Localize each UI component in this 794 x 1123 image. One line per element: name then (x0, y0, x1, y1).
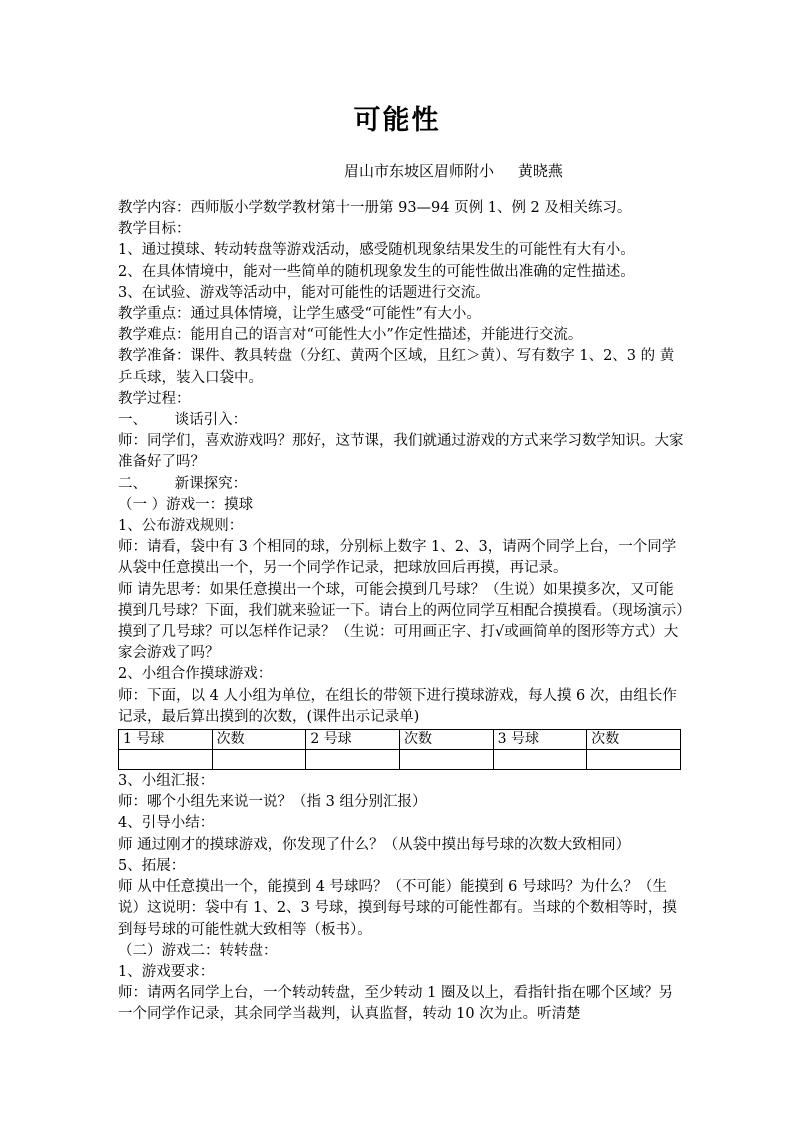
section-2-heading: 二、 新课探究： (118, 475, 248, 492)
teaching-content: 教学内容：西师版小学数学教材第十一册第 93—94 页例 1、例 2 及相关练习。 (118, 200, 632, 216)
table-cell: 1 号球 (119, 730, 213, 750)
table-cell (306, 750, 400, 770)
section-1-heading: 一、 谈话引入： (118, 412, 248, 429)
step-1-heading: 1、公布游戏规则： (118, 518, 244, 535)
table-cell (493, 750, 587, 770)
group-paragraph: 师：下面，以 4 人小组为单位，在组长的带领下进行摸球游戏，每人摸 6 次，由组长作记录，最后算出摸到的次数，(课件出示记录单) (118, 687, 677, 725)
record-table (118, 729, 681, 770)
objective-1: 1、通过摸球、转动转盘等游戏活动，感受随机现象结果发生的可能性有大有小。 (118, 242, 635, 259)
table-cell: 3 号球 (493, 730, 587, 750)
report-paragraph: 师：哪个小组先来说一说？（指 3 组分别汇报） (118, 794, 427, 811)
process-heading: 教学过程： (118, 390, 191, 407)
table-cell: 次数 (587, 730, 681, 750)
document-body (118, 198, 684, 1026)
objective-3: 3、在试验、游戏等活动中，能对可能性的话题进行交流。 (118, 284, 490, 301)
table-cell (119, 750, 213, 770)
summary-paragraph: 师 通过刚才的摸球游戏，你发现了什么？（从袋中摸出每号球的次数大致相同） (118, 836, 631, 853)
difficult-point: 教学难点：能用自己的语言对“可能性大小”作定性描述，并能进行交流。 (118, 327, 583, 344)
step-3-heading: 3、小组汇报： (118, 773, 215, 790)
key-point: 教学重点：通过具体情境，让学生感受“可能性”有大小。 (118, 306, 481, 323)
table-cell: 次数 (212, 730, 306, 750)
game-2-heading: （二）游戏二：转转盘： (118, 942, 278, 959)
rules-paragraph: 师：请看，袋中有 3 个相同的球，分别标上数字 1、2、3，请两个同学上台，一个同学从袋中任意摸出一个，另一个同学作记录，把球放回后再摸，再记录。 (118, 539, 677, 577)
preparation: 教学准备：课件、教具转盘（分红、黄两个区域，且红＞黄）、写有数字 1、2、3 的 黄乒乓球，装入口袋中。 (118, 348, 675, 386)
table-cell (399, 750, 493, 770)
table-row (119, 750, 681, 770)
table-header-row (119, 730, 681, 750)
step-5-heading: 5、拓展： (118, 857, 186, 874)
author-line: 眉山市东坡区眉师附小 黄晓燕 (344, 162, 563, 180)
game-2-step-1-heading: 1、游戏要求： (118, 963, 215, 980)
objective-2: 2、在具体情境中，能对一些简单的随机现象发生的可能性做出准确的定性描述。 (118, 263, 635, 280)
table-cell (587, 750, 681, 770)
objectives-heading: 教学目标： (118, 221, 191, 238)
step-2-heading: 2、小组合作摸球游戏： (118, 666, 273, 683)
game-1-heading: （一 ）游戏一：摸球 (118, 496, 254, 513)
extension-paragraph: 师 从中任意摸出一个，能摸到 4 号球吗？（不可能）能摸到 6 号球吗？为什么？（生说）这说明：袋中有 1、2、3 号球，摸到每号球的可能性都有。当球的个数相等时，摸到每号球的可能性就大致相等（板书）。 (118, 879, 677, 938)
step-4-heading: 4、引导小结： (118, 815, 215, 832)
document-title: 可能性 (353, 105, 441, 136)
table-cell: 2 号球 (306, 730, 400, 750)
table-cell (212, 750, 306, 770)
game-2-paragraph: 师：请两名同学上台，一个转动转盘，至少转动 1 圈及以上，看指针指在哪个区域？另一个同学作记录，其余同学当裁判，认真监督，转动 10 次为止。听清楚 (118, 985, 673, 1023)
table-cell: 次数 (399, 730, 493, 750)
think-paragraph: 师 请先思考：如果任意摸出一个球，可能会摸到几号球？（生说）如果摸多次，又可能摸到几号球？下面，我们就来验证一下。请台上的两位同学互相配合摸摸看。（现场演示）摸到了几号球？可以怎样作记录？（生说：可用画正字、打√或画简单的图形等方式）大家会游戏了吗？ (118, 581, 684, 662)
intro-paragraph: 师：同学们，喜欢游戏吗？那好，这节课，我们就通过游戏的方式来学习数学知识。大家准备好了吗？ (118, 433, 684, 471)
